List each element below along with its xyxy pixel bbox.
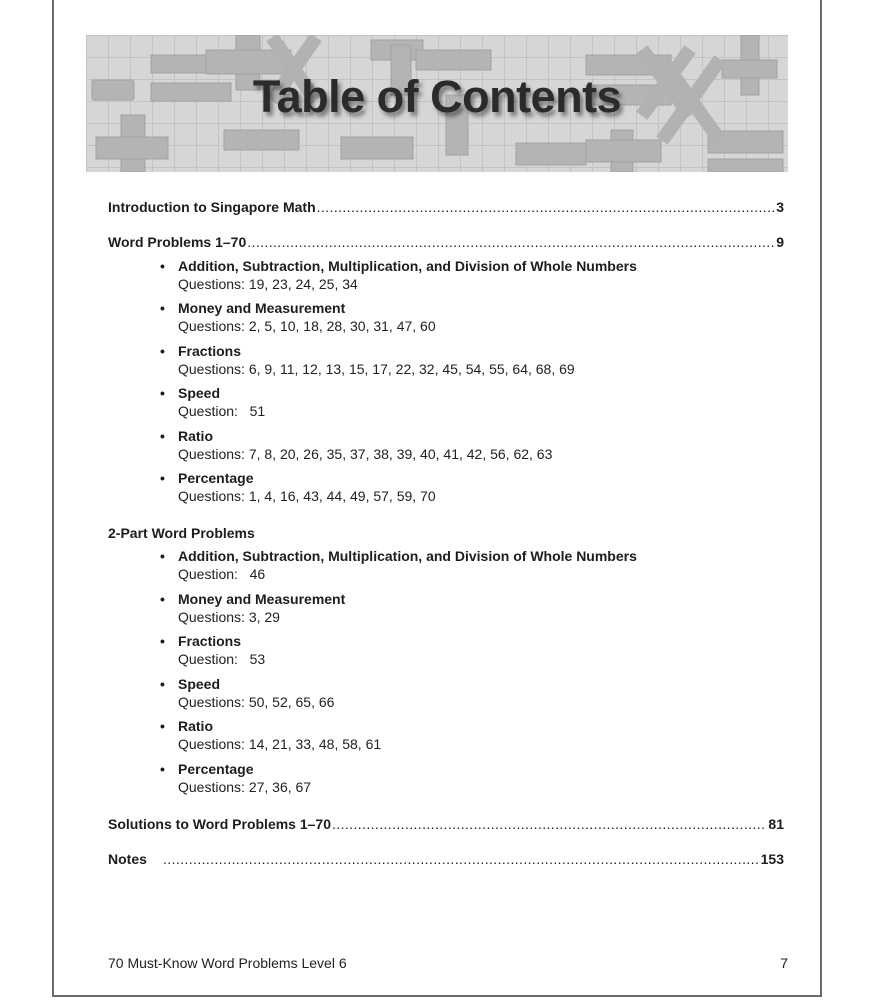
topic-item (160, 470, 760, 506)
topic-item (160, 258, 760, 294)
page-title: Table of Contents (252, 71, 622, 122)
topic-item (160, 676, 760, 712)
topic-title: Percentage (178, 470, 254, 486)
dot-leader (247, 234, 774, 250)
topic-item (160, 428, 760, 464)
toc-page-number: 81 (768, 816, 784, 832)
toc-entry-notes (108, 851, 784, 867)
bullet-icon: • (160, 633, 165, 649)
topic-title: Ratio (178, 428, 213, 444)
toc-entry-label: Word Problems 1–70 (108, 234, 247, 250)
topic-title: Money and Measurement (178, 300, 346, 316)
topic-item (160, 548, 760, 584)
toc-page-number: 9 (776, 234, 784, 250)
dot-leader (317, 199, 775, 215)
toc-entry-label: Solutions to Word Problems 1–70 (108, 816, 332, 832)
topic-item (160, 343, 760, 379)
dot-leader (163, 851, 759, 867)
topic-item (160, 385, 760, 421)
topic-item (160, 761, 760, 797)
topic-item (160, 633, 760, 669)
topic-title: Percentage (178, 761, 254, 777)
topic-title: Speed (178, 676, 221, 692)
section-heading-two-part: 2-Part Word Problems (108, 525, 255, 541)
toc-entry-solutions (108, 816, 784, 832)
bullet-icon: • (160, 343, 165, 359)
title-banner (86, 35, 788, 172)
bullet-icon: • (160, 548, 165, 564)
topic-title: Ratio (178, 718, 213, 734)
bullet-icon: • (160, 428, 165, 444)
toc-entry-label: Notes (108, 851, 147, 867)
bullet-icon: • (160, 470, 165, 486)
topic-questions: Question: 53 (178, 651, 266, 667)
toc-page-number: 153 (760, 851, 784, 867)
topic-title: Addition, Subtraction, Multiplication, and Division of Whole Numbers (178, 258, 637, 274)
bullet-icon: • (160, 300, 165, 316)
topic-title: Fractions (178, 343, 242, 359)
topic-questions: Questions: 50, 52, 65, 66 (178, 694, 335, 710)
topic-title: Fractions (178, 633, 242, 649)
bullet-icon: • (160, 718, 165, 734)
toc-page-number: 3 (776, 199, 784, 215)
footer-page-number: 7 (780, 955, 788, 971)
bullet-icon: • (160, 385, 165, 401)
topic-questions: Questions: 19, 23, 24, 25, 34 (178, 276, 358, 292)
dot-leader (332, 816, 766, 832)
topic-title: Addition, Subtraction, Multiplication, and Division of Whole Numbers (178, 548, 637, 564)
topic-questions: Questions: 1, 4, 16, 43, 44, 49, 57, 59, 70 (178, 488, 436, 504)
topic-title: Speed (178, 385, 221, 401)
topic-questions: Question: 46 (178, 566, 266, 582)
toc-entry-introduction (108, 199, 784, 215)
topic-item (160, 591, 760, 627)
topic-questions: Questions: 7, 8, 20, 26, 35, 37, 38, 39, 40, 41, 42, 56, 62, 63 (178, 446, 553, 462)
toc-entry-word-problems (108, 234, 784, 250)
topic-questions: Questions: 6, 9, 11, 12, 13, 15, 17, 22, 32, 45, 54, 55, 64, 68, 69 (178, 361, 575, 377)
toc-entry-label: Introduction to Singapore Math (108, 199, 316, 215)
bullet-icon: • (160, 761, 165, 777)
topic-questions: Questions: 2, 5, 10, 18, 28, 30, 31, 47, 60 (178, 318, 436, 334)
topic-item (160, 718, 760, 754)
topic-title: Money and Measurement (178, 591, 346, 607)
footer-book-title: 70 Must-Know Word Problems Level 6 (108, 955, 347, 971)
bullet-icon: • (160, 258, 165, 274)
topic-questions: Questions: 27, 36, 67 (178, 779, 312, 795)
topic-questions: Questions: 14, 21, 33, 48, 58, 61 (178, 736, 382, 752)
topic-questions: Question: 51 (178, 403, 266, 419)
topic-questions: Questions: 3, 29 (178, 609, 280, 625)
bullet-icon: • (160, 676, 165, 692)
bullet-icon: • (160, 591, 165, 607)
topic-item (160, 300, 760, 336)
